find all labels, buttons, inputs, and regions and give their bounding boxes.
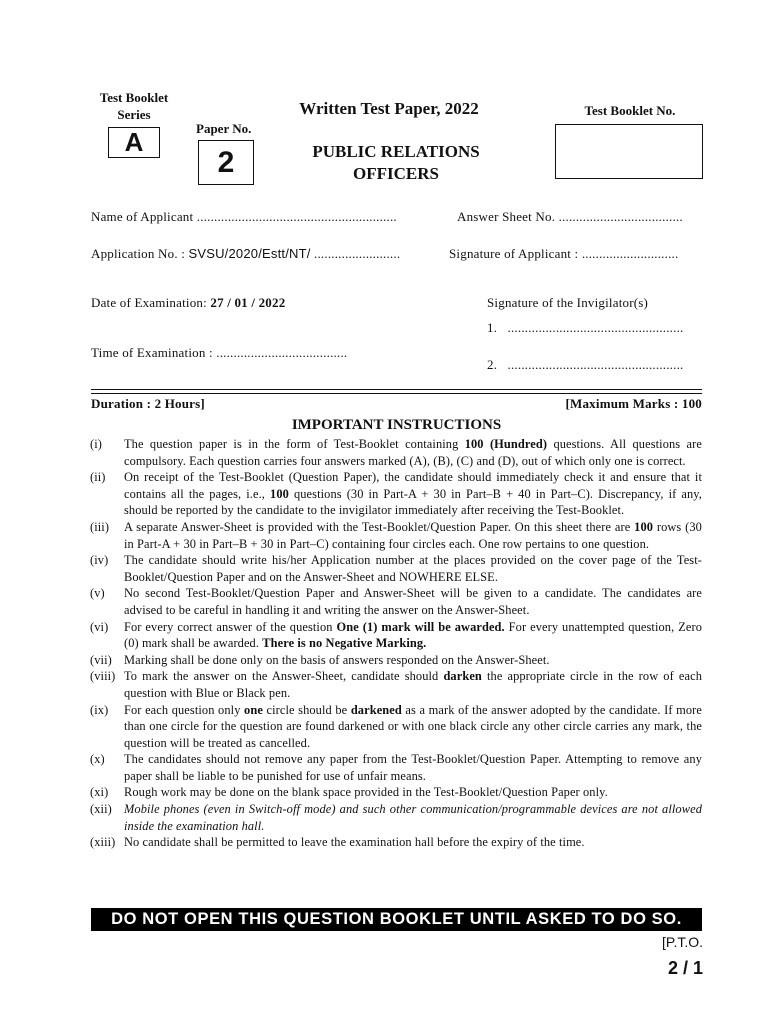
instruction-item (90, 519, 702, 552)
divider-bottom (91, 393, 702, 394)
paper-number-label: Paper No. (196, 121, 252, 136)
application-number-value: SVSU/2020/Estt/NT/ (188, 246, 311, 261)
invigilator-2-dots: ................................................... (507, 357, 684, 372)
exam-date-value: 27 / 01 / 2022 (210, 295, 286, 310)
instruction-number: (vi) (90, 619, 109, 634)
instruction-text-part: The candidates should not remove any paper from the Test-Booklet/Question Paper. Attempting to remove any paper shall be liable to be punished for use of unfair means. (124, 752, 702, 783)
exam-date-field (91, 295, 285, 311)
warning-banner: DO NOT OPEN THIS QUESTION BOOKLET UNTIL ASKED TO DO SO. (91, 908, 702, 931)
instruction-item (90, 652, 702, 669)
instruction-text (124, 585, 702, 618)
instruction-text (124, 619, 702, 652)
post-title-line1: PUBLIC RELATIONS (312, 142, 480, 161)
invigilator-1-number: 1. (487, 320, 498, 335)
instruction-item (90, 469, 702, 519)
invigilator-1-dots: ................................................... (507, 320, 684, 335)
exam-time-label: Time of Examination : (91, 345, 213, 360)
post-title (280, 141, 512, 185)
answer-sheet-label: Answer Sheet No. (457, 209, 556, 224)
divider-top (91, 389, 702, 390)
instruction-text (124, 751, 702, 784)
instruction-text-part: questions. All questions are compulsory. Each question carries four answers marked (A), (B), (C) and (D), out of which only one is correct. (124, 437, 702, 468)
applicant-name-dots: .......................................................... (196, 209, 397, 224)
instruction-number: (iii) (90, 519, 110, 534)
instruction-number: (v) (90, 586, 105, 601)
instruction-item (90, 751, 702, 784)
instruction-text-part: No candidate shall be permitted to leave the examination hall before the expiry of the time. (124, 835, 585, 850)
duration-text: Duration : 2 Hours] (91, 396, 205, 411)
instruction-number: (ii) (90, 470, 106, 485)
instruction-number: (i) (90, 437, 102, 451)
instruction-text-part: The candidate should write his/her Application number at the places provided on the cover page of the Test-Booklet/Question Paper and on the Answer-Sheet and NOWHERE ELSE. (124, 553, 702, 584)
instruction-text-part: questions (30 in Part-A + 30 in Part–B + 40 in Part–C). Discrepancy, if any, should be reported by the candidate to the invigilator immediately after receiving the Test-Booklet. (124, 486, 702, 518)
instruction-item (90, 436, 702, 469)
application-number-label: Application No. : (91, 246, 186, 261)
instruction-text-part: darkened (350, 702, 402, 717)
exam-time-dots: ...................................... (216, 345, 348, 360)
instruction-text-part: For every unattempted question, Zero (0) mark shall be awarded. (124, 619, 702, 651)
instruction-number: (viii) (90, 669, 116, 684)
instruction-text (124, 702, 702, 752)
instruction-item (90, 702, 702, 752)
applicant-name-field[interactable] (91, 209, 397, 225)
applicant-signature-label: Signature of Applicant : (449, 246, 579, 261)
booklet-series-label-line1: Test Booklet (99, 90, 169, 105)
booklet-number-box[interactable] (555, 124, 703, 179)
instruction-text (124, 436, 702, 469)
applicant-signature-field[interactable] (449, 246, 678, 262)
instruction-text (124, 469, 702, 519)
instruction-text-part: There is no Negative Marking. (262, 636, 427, 651)
instruction-item (90, 801, 702, 834)
paper-number-box: 2 (198, 140, 254, 185)
instruction-item (90, 619, 702, 652)
instruction-number: (x) (90, 752, 105, 767)
instruction-text-part: For each question only (124, 702, 245, 717)
instruction-text-part: 100 (634, 519, 654, 534)
maximum-marks-text: [Maximum Marks : 100 (565, 396, 702, 411)
applicant-name-label: Name of Applicant (91, 209, 194, 224)
instruction-text-part: The question paper is in the form of Test-Booklet containing (124, 437, 465, 451)
application-number-field[interactable] (91, 246, 400, 262)
instruction-text (124, 801, 702, 834)
applicant-signature-dots: ............................ (581, 246, 679, 261)
instruction-text-part: One (1) mark will be awarded. (336, 619, 505, 634)
instruction-text-part: Marking shall be done only on the basis of answers responded on the Answer-Sheet. (124, 652, 550, 667)
answer-sheet-field[interactable] (457, 209, 683, 225)
instructions-list (90, 436, 702, 851)
booklet-series-box: A (108, 127, 160, 158)
invigilator-2-number: 2. (487, 357, 498, 372)
exam-time-field[interactable] (91, 345, 347, 361)
instruction-text-part: Mobile phones (even in Switch-off mode) and such other communication/programmable devices are not allowed inside the examination hall. (124, 802, 702, 833)
application-number-dots: ......................... (314, 246, 401, 261)
exam-date-label: Date of Examination: (91, 295, 207, 310)
instruction-text (124, 784, 702, 801)
page-number: 2 / 1 (667, 958, 703, 978)
instruction-number: (vii) (90, 652, 112, 667)
instruction-text-part: circle should be (262, 702, 351, 717)
instruction-text-part: rows (30 in Part-A + 30 in Part–B + 30 in Part–C) containing four circles each. One row pertains to one question. (124, 519, 702, 551)
instruction-text (124, 834, 702, 851)
instruction-text (124, 668, 702, 701)
booklet-series-label (88, 89, 180, 123)
instruction-number: (xii) (90, 802, 112, 817)
please-turn-over: [P.T.O. (662, 934, 703, 950)
instruction-item (90, 668, 702, 701)
instruction-text-part: A separate Answer-Sheet is provided with the Test-Booklet/Question Paper. On this sheet there are (124, 519, 635, 534)
instruction-text (124, 652, 702, 669)
instruction-text-part: Rough work may be done on the blank space provided in the Test-Booklet/Question Paper only. (124, 785, 608, 800)
booklet-series-label-line2: Series (117, 107, 151, 122)
invigilator-signature-2[interactable] (487, 357, 683, 373)
instruction-item (90, 585, 702, 618)
post-title-line2: OFFICERS (353, 164, 439, 183)
instruction-number: (ix) (90, 702, 109, 717)
instruction-text-part: 100 (270, 486, 289, 501)
instruction-text-part: On receipt of the Test-Booklet (Question Paper), the candidate should immediately check it and ensure that it contains all the pages, i.e., (124, 470, 702, 501)
instruction-number: (xiii) (90, 835, 116, 850)
instruction-item (90, 834, 702, 851)
instruction-text-part: 100 (Hundred) (464, 437, 548, 451)
instruction-text-part: as a mark of the answer adopted by the candidate. If more than one circle for the question are found darkened or with one black circle any other circle carries any mark, the question will be treated as cancelled. (124, 702, 702, 750)
instruction-text-part: darken (443, 669, 482, 684)
instruction-text-part: To mark the answer on the Answer-Sheet, candidate should (124, 669, 444, 684)
instruction-text (124, 552, 702, 585)
instruction-item (90, 552, 702, 585)
answer-sheet-dots: .................................... (558, 209, 683, 224)
instructions-heading: IMPORTANT INSTRUCTIONS (291, 417, 502, 433)
instruction-text-part: No second Test-Booklet/Question Paper and Answer-Sheet will be given to a candidate. The candidates are advised to be careful in handling it and writing the answer on the Answer-Sheet. (124, 586, 702, 617)
instruction-number: (iv) (90, 553, 109, 568)
instruction-number: (xi) (90, 785, 109, 800)
instruction-text (124, 519, 702, 552)
instruction-text-part: one (244, 702, 263, 717)
instruction-text-part: the appropriate circle in the row of each question with Blue or Black pen. (124, 669, 702, 700)
page-title: Written Test Paper, 2022 (299, 99, 479, 118)
invigilator-signature-1[interactable] (487, 320, 683, 336)
instruction-text-part: For every correct answer of the question (124, 619, 337, 634)
instruction-item (90, 784, 702, 801)
booklet-number-label: Test Booklet No. (584, 103, 676, 118)
invigilator-signature-label: Signature of the Invigilator(s) (487, 295, 649, 310)
